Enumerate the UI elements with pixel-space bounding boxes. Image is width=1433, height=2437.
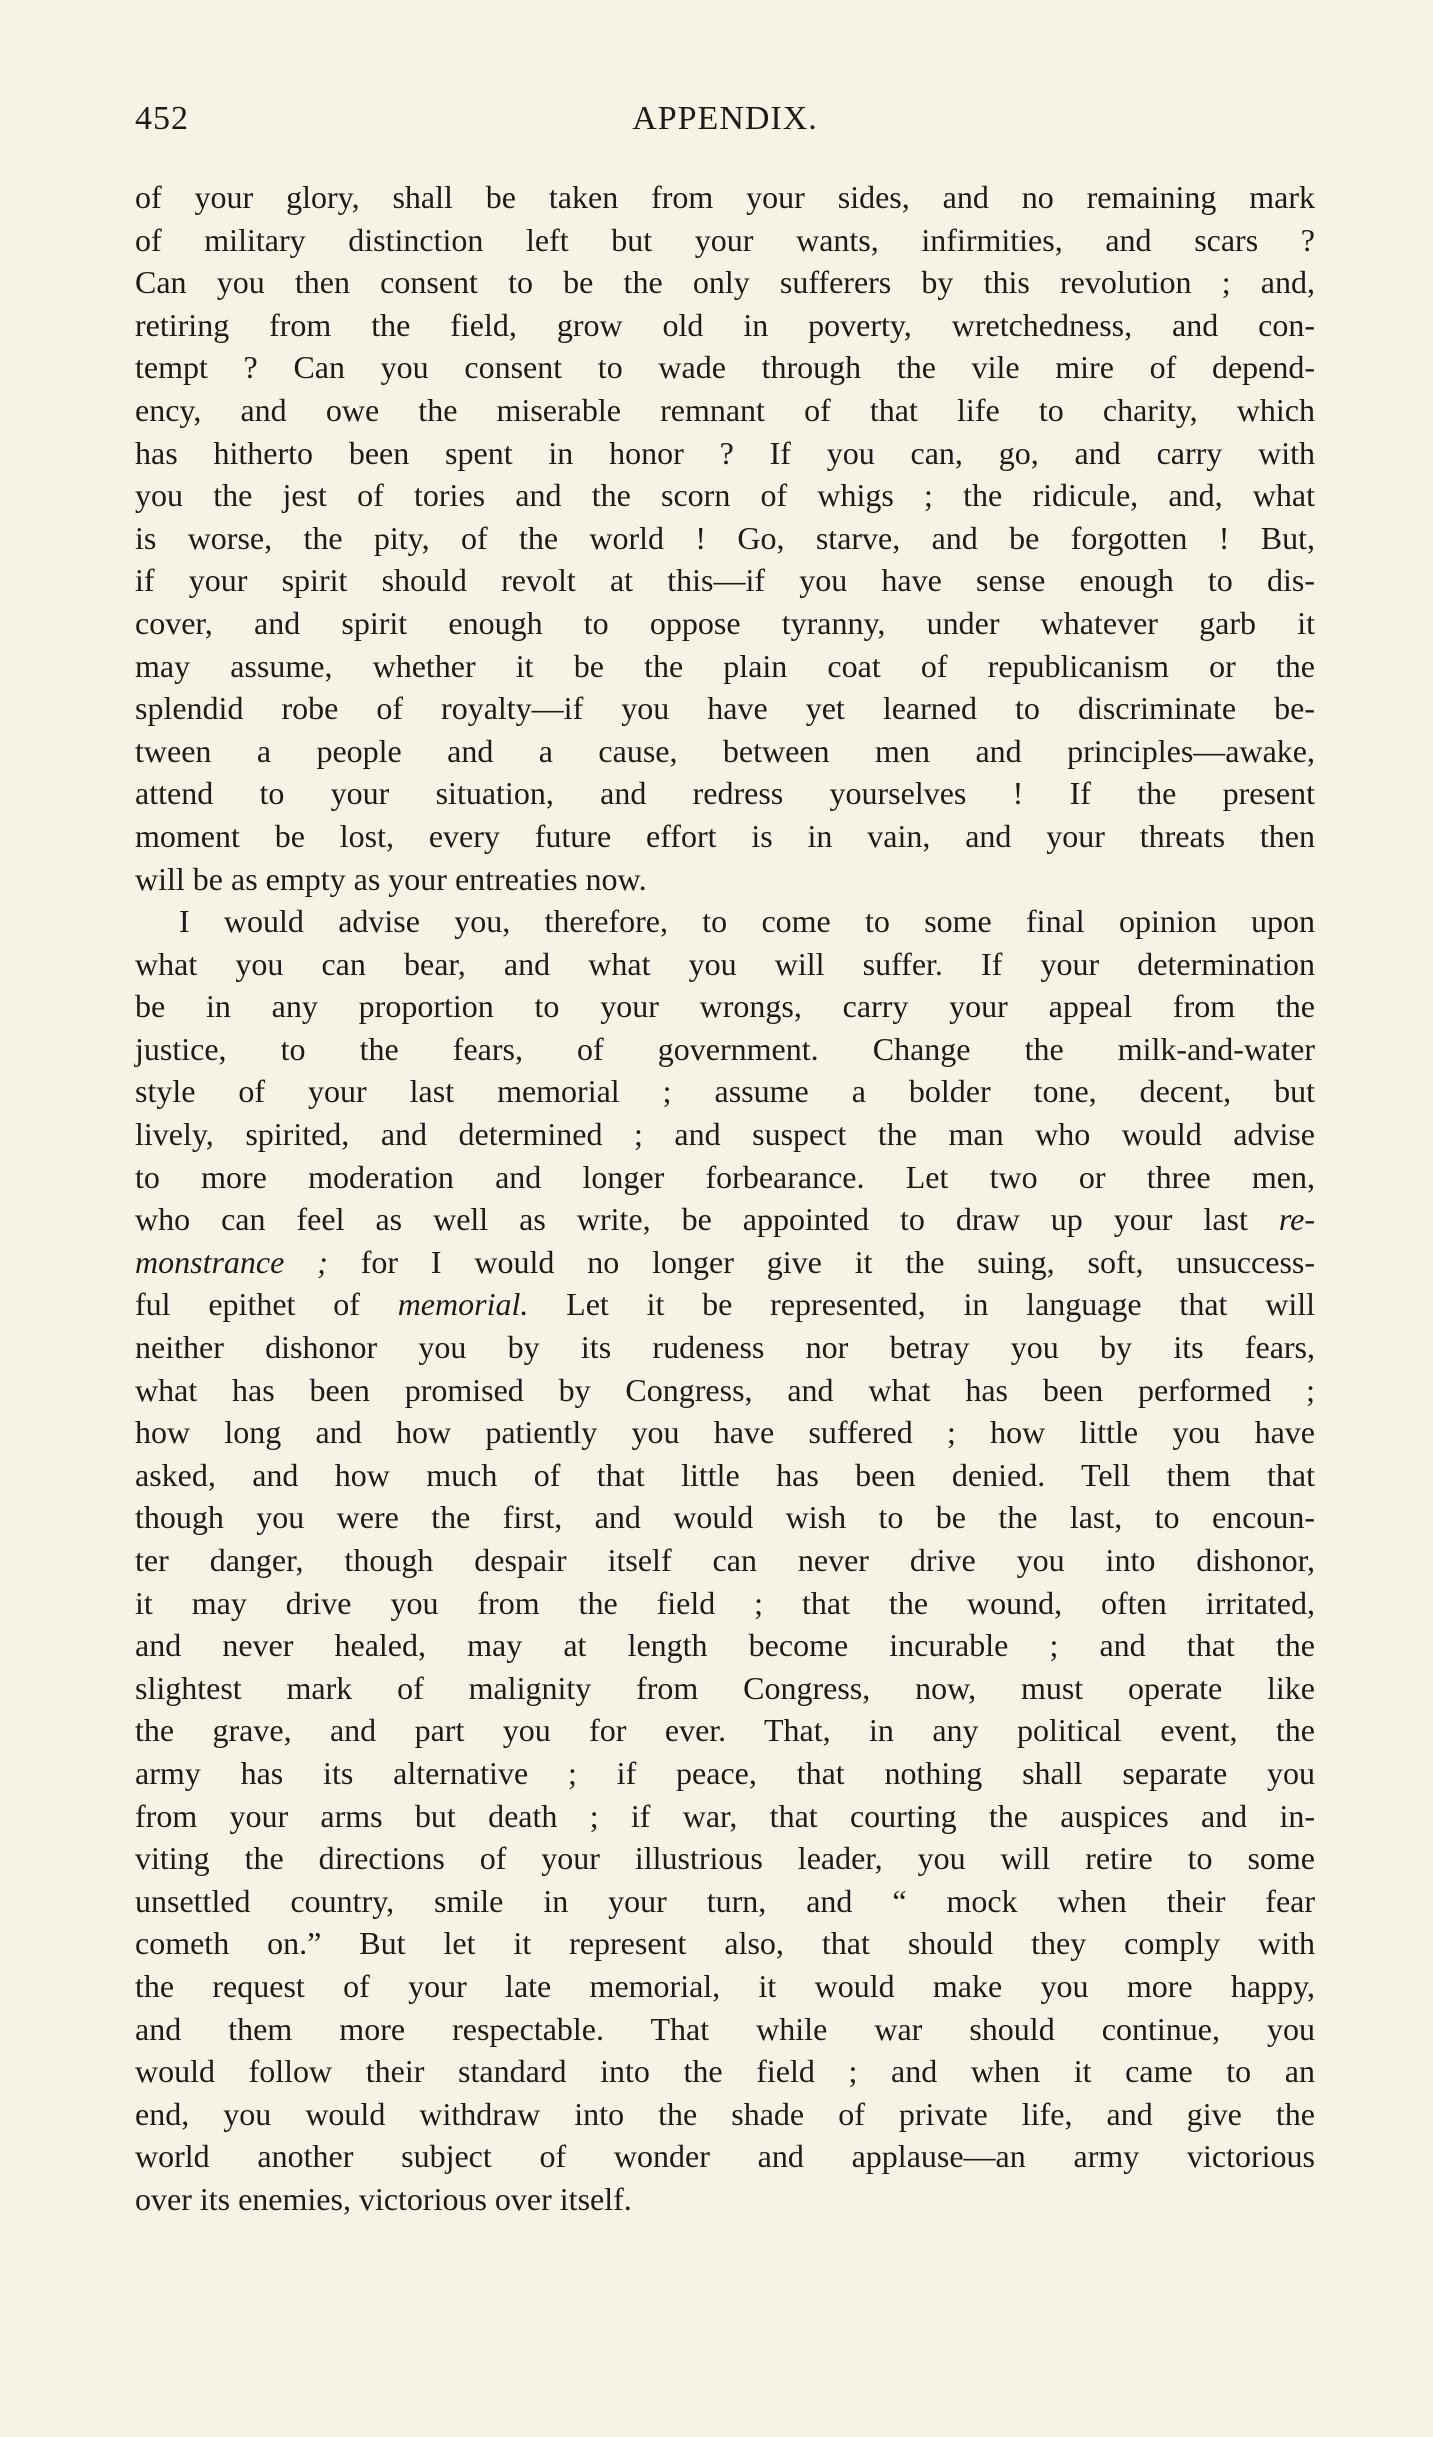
text-line: from your arms but death ; if war, that courting the auspices and in- [135,1797,1315,1834]
text-line: tempt ? Can you consent to wade through the vile mire of depend- [135,349,1315,386]
text-run: for I would no longer give it the suing, soft, unsuccess- [327,1243,1316,1280]
text-line: what you can bear, and what you will suffer. If your determination [135,945,1315,982]
text-line: cover, and spirit enough to oppose tyranny, under whatever garb it [135,604,1315,641]
text-line: moment be lost, every future effort is in vain, and your threats then [135,817,1315,854]
text-line: be in any proportion to your wrongs, carry your appeal from the [135,988,1315,1025]
text-line: what has been promised by Congress, and what has been performed ; [135,1371,1315,1408]
text-line: of military distinction left but your wants, infirmities, and scars ? [135,221,1315,258]
text-line: justice, to the fears, of government. Change the milk-and-water [135,1030,1315,1067]
text-line: I would advise you, therefore, to come to some final opinion upon [179,903,1315,940]
italic-text: monstrance ; [135,1243,328,1280]
text-line: world another subject of wonder and applause—an army victorious [135,2138,1315,2175]
running-title: APPENDIX. [632,100,818,137]
body-text [135,176,1315,2221]
running-head [135,100,1315,150]
text-line: army has its alternative ; if peace, that nothing shall separate you [135,1754,1315,1791]
text-line: has hitherto been spent in honor ? If you can, go, and carry with [135,434,1315,471]
text-line [135,1198,1315,1241]
text-line: though you were the first, and would wish to be the last, to encoun- [135,1499,1315,1536]
text-line: neither dishonor you by its rudeness nor betray you by its fears, [135,1329,1315,1366]
text-line: end, you would withdraw into the shade of private life, and give the [135,2095,1315,2132]
text-line: how long and how patiently you have suffered ; how little you have [135,1414,1315,1451]
text-line: is worse, the pity, of the world ! Go, starve, and be forgotten ! But, [135,519,1315,556]
text-line: the request of your late memorial, it would make you more happy, [135,1967,1315,2004]
text-line: unsettled country, smile in your turn, and “ mock when their fear [135,1882,1315,1919]
text-line: may assume, whether it be the plain coat of republicanism or the [135,647,1315,684]
text-line: the grave, and part you for ever. That, in any political event, the [135,1712,1315,1749]
text-run: Let it be represented, in language that will [528,1286,1316,1323]
text-line: if your spirit should revolt at this—if you have sense enough to dis- [135,562,1315,599]
text-line: of your glory, shall be taken from your sides, and no remaining mark [135,179,1315,215]
text-line [135,1241,1315,1284]
text-line: viting the directions of your illustrious leader, you will retire to some [135,1840,1315,1877]
text-line: splendid robe of royalty—if you have yet learned to discriminate be- [135,690,1315,727]
text-line: cometh on.” But let it represent also, that should they comply with [135,1925,1315,1962]
text-line: over its enemies, victorious over itself. [135,2180,632,2217]
text-run: who can feel as well as write, be appointed to draw up your last [135,1201,1279,1238]
text-line: and them more respectable. That while war should continue, you [135,2010,1315,2047]
text-line: ency, and owe the miserable remnant of that life to charity, which [135,391,1315,428]
text-line: style of your last memorial ; assume a bolder tone, decent, but [135,1073,1315,1110]
italic-text: memorial. [397,1286,529,1323]
text-line: it may drive you from the field ; that the wound, often irritated, [135,1584,1315,1621]
text-line: retiring from the field, grow old in poverty, wretchedness, and con- [135,306,1315,343]
text-line: would follow their standard into the field ; and when it came to an [135,2053,1315,2090]
text-line: tween a people and a cause, between men and principles—awake, [135,732,1315,769]
text-line: will be as empty as your entreaties now. [135,860,647,897]
text-line: and never healed, may at length become incurable ; and that the [135,1627,1315,1664]
text-line [135,1283,1315,1326]
text-line: ter danger, though despair itself can never drive you into dishonor, [135,1542,1315,1578]
text-line: attend to your situation, and redress yourselves ! If the present [135,775,1315,812]
text-line: to more moderation and longer forbearance. Let two or three men, [135,1158,1315,1195]
text-line: Can you then consent to be the only sufferers by this revolution ; and, [135,264,1315,301]
text-run: ful epithet of [135,1286,398,1323]
text-line: slightest mark of malignity from Congress, now, must operate like [135,1669,1315,1706]
text-line: you the jest of tories and the scorn of whigs ; the ridicule, and, what [135,477,1315,514]
text-line: lively, spirited, and determined ; and suspect the man who would advise [135,1116,1315,1153]
page-number: 452 [135,100,189,137]
italic-text: re- [1278,1201,1315,1238]
text-line: asked, and how much of that little has been denied. Tell them that [135,1456,1315,1493]
